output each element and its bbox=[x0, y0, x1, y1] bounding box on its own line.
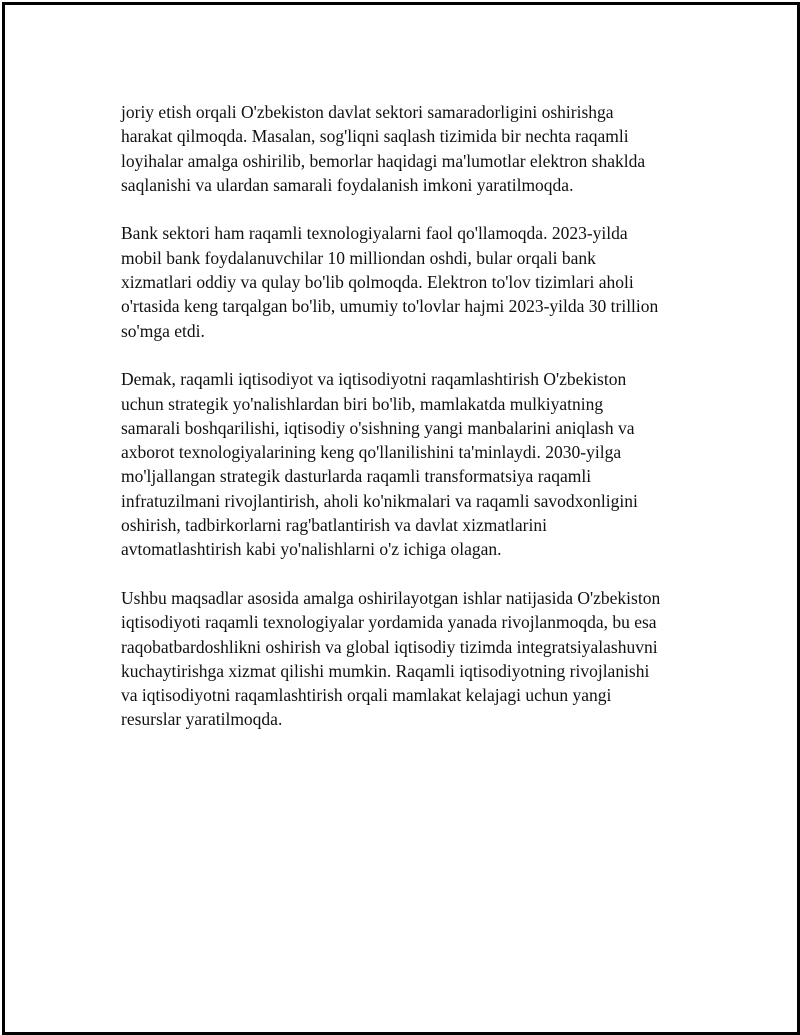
text-line: so'mga etdi. bbox=[121, 320, 205, 341]
text-line: loyihalar amalga oshirilib, bemorlar haqidagi ma'lumotlar elektron shaklda bbox=[121, 150, 646, 171]
text-line: o'rtasida keng tarqalgan bo'lib, umumiy to'lovlar hajmi 2023-yilda 30 trillion bbox=[121, 296, 659, 317]
paragraph-strategic-direction bbox=[121, 367, 701, 561]
text-line: infratuzilmani rivojlantirish, aholi ko'nikmalari va raqamli savodxonligini bbox=[121, 490, 638, 511]
text-line: Bank sektori ham raqamli texnologiyalarni faol qo'llamoqda. 2023-yilda bbox=[121, 223, 628, 244]
paragraph-digital-public-sector bbox=[121, 100, 701, 197]
text-line: saqlanishi va ulardan samarali foydalanish imkoni yaratilmoqda. bbox=[121, 174, 574, 195]
text-line: iqtisodiyoti raqamli texnologiyalar yordamida yanada rivojlanmoqda, bu esa bbox=[121, 612, 657, 633]
text-line: va iqtisodiyotni raqamlashtirish orqali mamlakat kelajagi uchun yangi bbox=[121, 685, 612, 706]
text-line: axborot texnologiyalarining keng qo'llanilishini ta'minlaydi. 2030-yilga bbox=[121, 442, 622, 463]
paragraph-conclusion bbox=[121, 586, 701, 732]
text-line: joriy etish orqali O'zbekiston davlat sektori samaradorligini oshirishga bbox=[121, 102, 614, 122]
document-body bbox=[121, 100, 701, 756]
text-line: samarali boshqarilishi, iqtisodiy o'sishning yangi manbalarini aniqlash va bbox=[121, 417, 635, 438]
text-line: Ushbu maqsadlar asosida amalga oshirilayotgan ishlar natijasida O'zbekiston bbox=[121, 587, 661, 608]
text-line: mo'ljallangan strategik dasturlarda raqamli transformatsiya raqamli bbox=[121, 466, 592, 487]
text-line: xizmatlari oddiy va qulay bo'lib qolmoqda. Elektron to'lov tizimlari aholi bbox=[121, 272, 634, 293]
paragraph-banking-sector bbox=[121, 221, 701, 342]
page-frame bbox=[2, 2, 800, 1035]
text-line: Demak, raqamli iqtisodiyot va iqtisodiyotni raqamlashtirish O'zbekiston bbox=[121, 369, 627, 390]
text-line: kuchaytirishga xizmat qilishi mumkin. Raqamli iqtisodiyotning rivojlanishi bbox=[121, 660, 650, 681]
text-line: harakat qilmoqda. Masalan, sog'liqni saqlash tizimida bir nechta raqamli bbox=[121, 126, 629, 147]
text-line: raqobatbardoshlikni oshirish va global iqtisodiy tizimda integratsiyalashuvni bbox=[121, 636, 658, 657]
text-line: oshirish, tadbirkorlarni rag'batlantirish va davlat xizmatlarini bbox=[121, 515, 547, 536]
text-line: uchun strategik yo'nalishlardan biri bo'lib, mamlakatda mulkiyatning bbox=[121, 393, 604, 414]
text-line: resurslar yaratilmoqda. bbox=[121, 709, 283, 730]
text-line: mobil bank foydalanuvchilar 10 milliondan oshdi, bular orqali bank bbox=[121, 247, 596, 268]
text-line: avtomatlashtirish kabi yo'nalishlarni o'z ichiga olagan. bbox=[121, 539, 502, 560]
